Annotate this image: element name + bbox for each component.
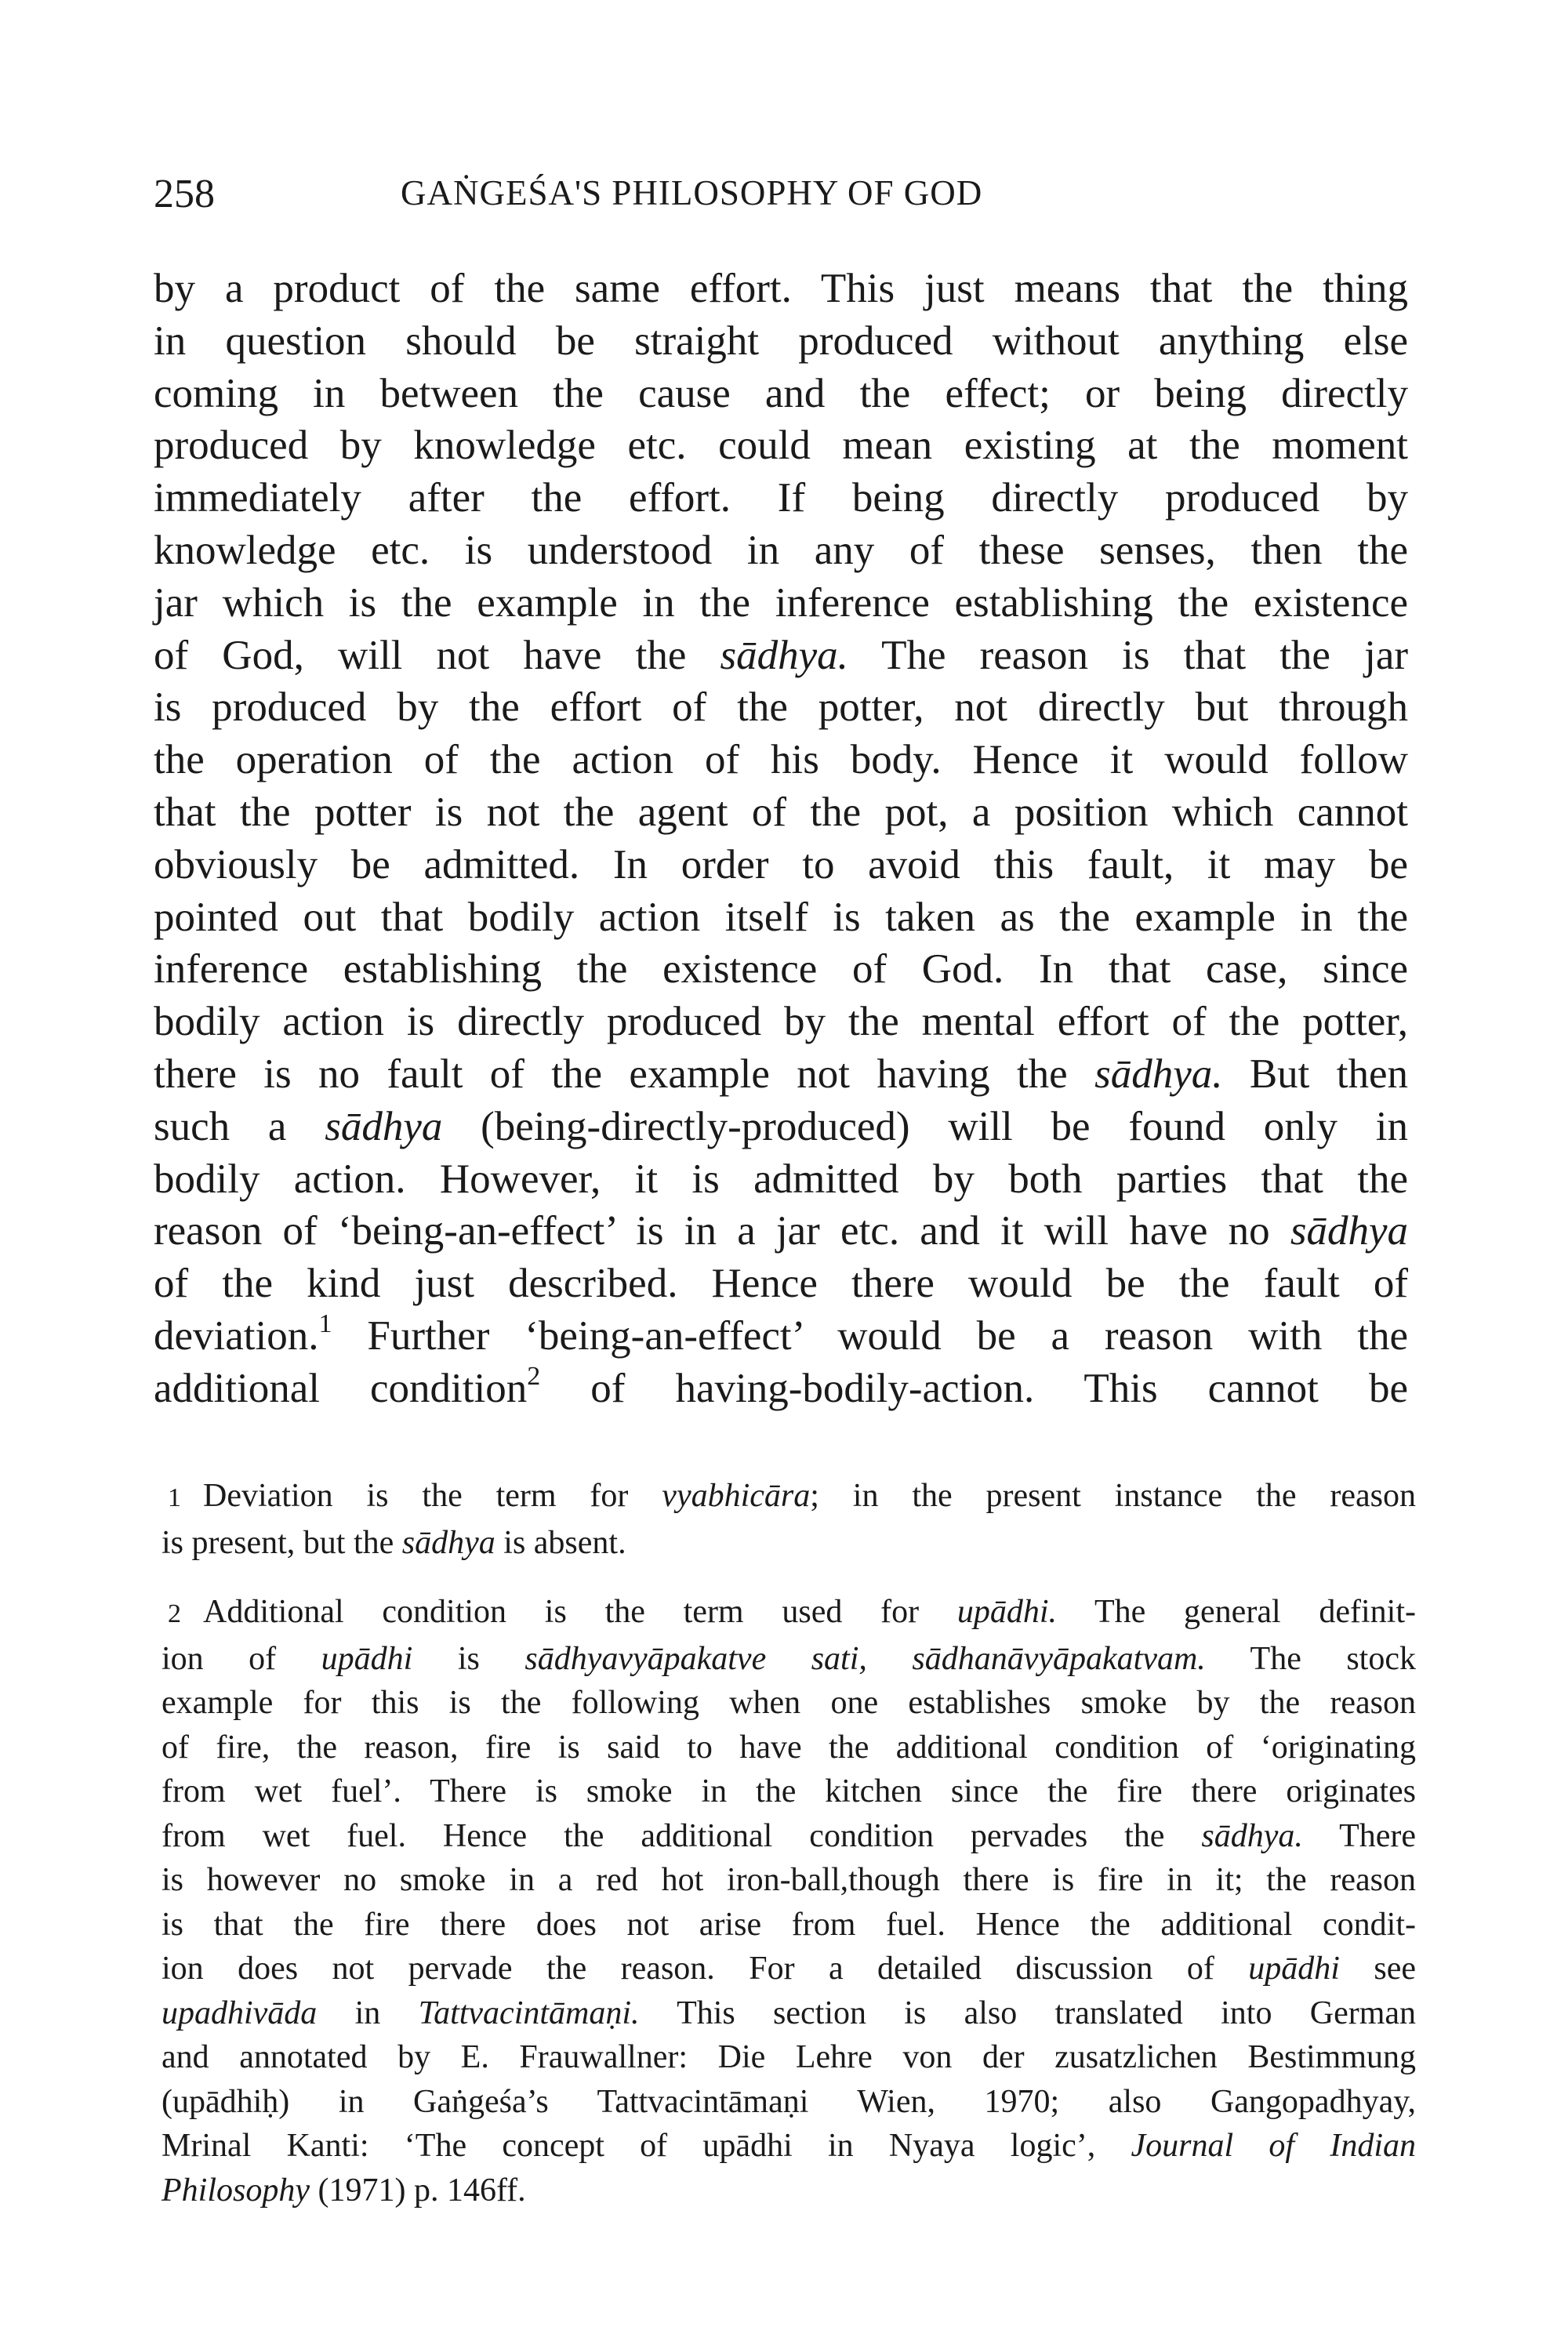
- body-line: [154, 524, 1408, 577]
- body-line: [154, 1101, 1408, 1153]
- body-line: [154, 681, 1408, 734]
- italic-term: sādhya: [401, 1524, 495, 1561]
- body-line: [154, 1153, 1408, 1206]
- text-run: inference establishing the existence of God. In that case, since: [154, 946, 1408, 993]
- footnote-line: [162, 1637, 1416, 1682]
- text-run: The general definit-: [1057, 1594, 1416, 1630]
- running-title: GAṄGEŚA'S PHILOSOPHY OF GOD: [401, 173, 983, 212]
- footnote: [162, 1590, 1416, 2212]
- italic-term: sādhyavyāpakatve sati, sādhanāvyāpakatvam.: [524, 1640, 1206, 1677]
- text-run: is produced by the effort of the potter, not directly but through: [154, 684, 1408, 731]
- italic-term: sādhya.: [720, 632, 848, 678]
- footnote-line: [162, 1947, 1416, 1991]
- footnote-line: [162, 1590, 1416, 1637]
- text-run: such a: [154, 1103, 325, 1149]
- body-line: [154, 315, 1408, 368]
- text-run: jar which is the example in the inference establishing the existence: [154, 579, 1408, 626]
- text-run: from wet fuel. Hence the additional condition pervades the: [162, 1817, 1202, 1854]
- page-number: 258: [154, 172, 215, 216]
- text-run: ion does not pervade the reason. For a detailed discussion of: [162, 1951, 1249, 1987]
- text-run: pointed out that bodily action itself is taken as the example in the: [154, 894, 1408, 940]
- text-run: see: [1339, 1951, 1416, 1987]
- footnote-line: [162, 2080, 1416, 2125]
- italic-term: sādhya: [325, 1103, 443, 1149]
- italic-term: Philosophy: [162, 2172, 310, 2209]
- body-line: [154, 943, 1408, 996]
- footnote-line: [162, 2169, 1416, 2213]
- body-line: [154, 786, 1408, 839]
- text-run: obviously be admitted. In order to avoid this fault, it may be: [154, 841, 1408, 887]
- text-run: is absent.: [495, 1524, 626, 1561]
- body-line: [154, 1310, 1408, 1363]
- footnote-marker: 2: [168, 1599, 181, 1628]
- text-run: of God, will not have the: [154, 632, 720, 678]
- text-run: is that the fire there does not arise from fuel. Hence the additional condit-: [162, 1906, 1416, 1943]
- text-run: in: [317, 1994, 419, 2031]
- italic-term: Journal of Indian: [1131, 2128, 1417, 2164]
- body-line: [154, 419, 1408, 472]
- text-run: This section is also translated into German: [639, 1994, 1417, 2031]
- text-run: Additional condition is the term used for: [203, 1594, 957, 1630]
- text-run: produced by knowledge etc. could mean existing at the moment: [154, 423, 1408, 469]
- footnotes: [162, 1474, 1416, 2238]
- italic-term: upādhi: [321, 1640, 413, 1677]
- body-line: [154, 472, 1408, 524]
- body-line: [154, 630, 1408, 682]
- italic-term: upādhi.: [956, 1594, 1057, 1630]
- footnote: [162, 1474, 1416, 1565]
- footnote-line: [162, 1903, 1416, 1947]
- text-run: (upādhiḥ) in Gaṅgeśa’s Tattvacintāmaṇi Wien, 1970; also Gangopadhyay,: [162, 2083, 1416, 2120]
- text-run: bodily action. However, it is admitted by both parties that the: [154, 1156, 1408, 1202]
- text-run: is however no smoke in a red hot iron-ball,though there is fire in it; the reason: [162, 1862, 1416, 1898]
- text-run: and annotated by E. Frauwallner: Die Lehre von der zusatzlichen Bestimmung: [162, 2039, 1416, 2075]
- text-run: coming in between the cause and the effect; or being directly: [154, 370, 1408, 416]
- italic-term: upadhivāda: [162, 1994, 318, 2031]
- text-run: by a product of the same effort. This just means that the thing: [154, 266, 1408, 311]
- footnote-line: [162, 1858, 1416, 1903]
- body-line: [154, 734, 1408, 786]
- body-line: [154, 577, 1408, 630]
- text-run: of the kind just described. Hence there would be the fault of: [154, 1261, 1408, 1307]
- italic-term: sādhya.: [1094, 1051, 1223, 1097]
- text-run: knowledge etc. is understood in any of these senses, then the: [154, 527, 1408, 573]
- body-line: [154, 839, 1408, 891]
- text-run: immediately after the effort. If being directly produced by: [154, 475, 1408, 521]
- text-run: Further ‘being-an-effect’ would be a reason with the: [332, 1312, 1408, 1359]
- footnote-line: [162, 1521, 1416, 1566]
- text-run: (1971) p. 146ff.: [309, 2172, 526, 2209]
- text-run: example for this is the following when one establishes smoke by the reason: [162, 1685, 1416, 1721]
- text-run: Deviation is the term for: [203, 1478, 662, 1514]
- text-run: deviation.: [154, 1312, 319, 1359]
- text-run: ion of: [162, 1640, 321, 1677]
- footnote-line: [162, 1681, 1416, 1726]
- italic-term: Tattvacintāmaṇi.: [418, 1994, 640, 2031]
- text-run: of having-bodily-action. This cannot be: [540, 1365, 1408, 1411]
- italic-term: vyabhicāra: [662, 1478, 811, 1514]
- text-run: (being-directly-produced) will be found only in: [442, 1103, 1408, 1149]
- text-run: is: [412, 1640, 525, 1677]
- text-run: of fire, the reason, fire is said to have the additional condition of ‘originating: [162, 1729, 1416, 1766]
- text-run: from wet fuel’. There is smoke in the kitchen since the fire there originates: [162, 1773, 1416, 1809]
- text-run: there is no fault of the example not having the: [154, 1051, 1095, 1097]
- italic-term: sādhya: [1290, 1208, 1408, 1254]
- text-run: ; in the present instance the reason: [810, 1478, 1416, 1514]
- footnote-line: [162, 1814, 1416, 1859]
- footnote-line: [162, 1474, 1416, 1521]
- footnote-line: [162, 2124, 1416, 2169]
- body-line: [154, 1205, 1408, 1258]
- body-line: [154, 891, 1408, 944]
- footnote-reference: 2: [527, 1361, 541, 1391]
- body-line: [154, 368, 1408, 420]
- italic-term: sādhya.: [1201, 1817, 1303, 1854]
- body-line: [154, 996, 1408, 1048]
- footnote-line: [162, 1769, 1416, 1814]
- text-run: But then: [1222, 1051, 1408, 1097]
- footnote-marker: 1: [168, 1483, 181, 1512]
- text-run: is present, but the: [162, 1524, 402, 1561]
- body-text: [154, 263, 1408, 1415]
- footnote-line: [162, 1726, 1416, 1770]
- footnote-reference: 1: [318, 1308, 332, 1338]
- body-line: [154, 263, 1408, 315]
- text-run: the operation of the action of his body. Hence it would follow: [154, 737, 1408, 783]
- footnote-line: [162, 1991, 1416, 2036]
- body-line: [154, 1363, 1408, 1415]
- body-line: [154, 1258, 1408, 1310]
- text-run: bodily action is directly produced by the mental effort of the potter,: [154, 999, 1408, 1045]
- text-run: The reason is that the jar: [848, 632, 1408, 678]
- text-run: Mrinal Kanti: ‘The concept of upādhi in Nyaya logic’,: [162, 2128, 1131, 2164]
- body-line: [154, 1048, 1408, 1101]
- text-run: The stock: [1205, 1640, 1416, 1677]
- text-run: that the potter is not the agent of the pot, a position which cannot: [154, 789, 1408, 835]
- page-header: [154, 171, 1416, 226]
- text-run: There: [1302, 1817, 1416, 1854]
- italic-term: upādhi: [1248, 1951, 1340, 1987]
- footnote-line: [162, 2035, 1416, 2080]
- text-run: reason of ‘being-an-effect’ is in a jar etc. and it will have no: [154, 1208, 1290, 1254]
- text-run: in question should be straight produced without anything else: [154, 318, 1408, 364]
- text-run: additional condition: [154, 1365, 528, 1411]
